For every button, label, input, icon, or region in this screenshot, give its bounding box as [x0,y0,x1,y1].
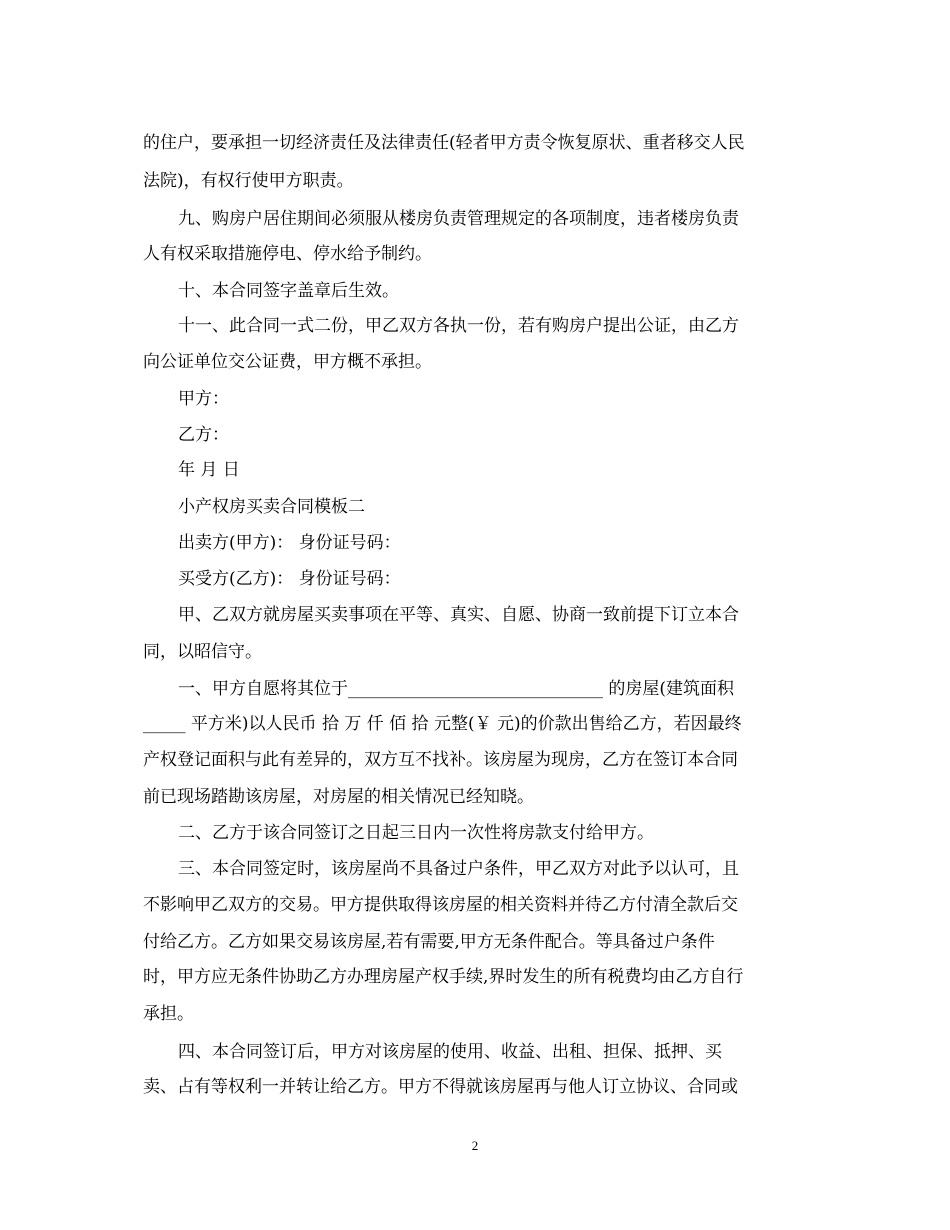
text-line: 二、乙方于该合同签订之日起三日内一次性将房款支付给甲方。 [178,823,654,843]
text-line: 同，以昭信守。 [143,642,262,662]
text-line: 买受方(乙方)： 身份证号码： [178,569,401,589]
text-line: 九、购房户居住期间必须服从楼房负责管理规定的各项制度，违者楼房负责 [178,209,739,229]
text-line: _____ 平方米)以人民币 拾 万 仟 佰 拾 元整(￥ 元)的价款出售给乙方，若因最终 [143,714,742,734]
text-line: 向公证单位交公证费，甲方概不承担。 [143,352,432,372]
text-line: 卖、占有等权利一并转让给乙方。甲方不得就该房屋再与他人订立协议、合同或 [143,1077,738,1097]
text-line: 三、本合同签定时，该房屋尚不具备过户条件，甲乙双方对此予以认可，且 [178,859,739,879]
text-line: 承担。 [143,1004,194,1024]
text-line: 付给乙方。乙方如果交易该房屋,若有需要,甲方无条件配合。等具备过户条件 [143,932,715,952]
text-line: 年 月 日 [178,460,240,480]
text-line: 四、本合同签订后，甲方对该房屋的使用、收益、出租、担保、抵押、买 [178,1042,722,1062]
text-line: 十一、此合同一式二份，甲乙双方各执一份，若有购房户提出公证，由乙方 [178,316,739,336]
text-line: 乙方： [178,425,229,445]
text-line: 法院)，有权行使甲方职责。 [143,171,354,191]
text-line: 的住户，要承担一切经济责任及法律责任(轻者甲方责令恢复原状、重者移交人民 [143,133,745,153]
page-number: 2 [471,1138,479,1153]
section-heading: 小产权房买卖合同模板二 [178,497,365,517]
text-line: 产权登记面积与此有差异的，双方互不找补。该房屋为现房，乙方在签订本合同 [143,750,738,770]
text-line: 前已现场踏勘该房屋，对房屋的相关情况已经知晓。 [143,787,534,807]
text-line: 甲方： [178,389,229,409]
text-line: 人有权采取措施停电、停水给予制约。 [143,244,432,264]
text-line: 甲、乙双方就房屋买卖事项在平等、真实、自愿、协商一致前提下订立本合 [178,605,739,625]
text-line: 十、本合同签字盖章后生效。 [178,281,399,301]
text-line: 不影响甲乙双方的交易。甲方提供取得该房屋的相关资料并待乙方付清全款后交 [143,895,738,915]
text-line: 一、甲方自愿将其位于______________________________ 的房屋(建筑面积 [178,679,735,699]
text-line: 出卖方(甲方)： 身份证号码： [178,533,401,553]
text-line: 时，甲方应无条件协助乙方办理房屋产权手续,界时发生的所有税费均由乙方自行 [143,967,744,987]
